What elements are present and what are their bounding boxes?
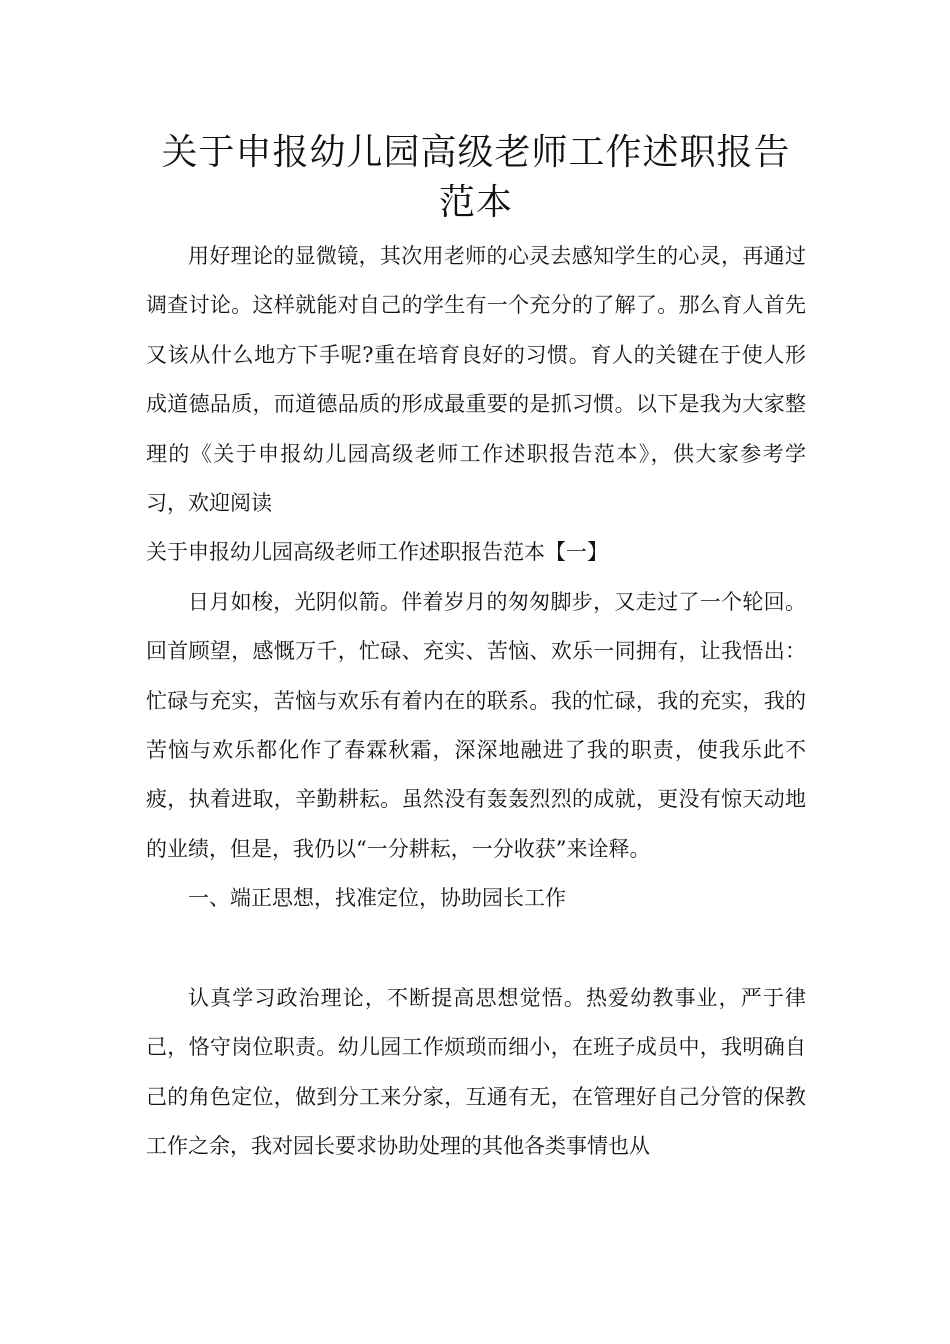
section-title: 关于申报幼儿园高级老师工作述职报告范本【一】 <box>146 540 608 565</box>
body-paragraph-2: 认真学习政治理论，不断提高思想觉悟。热爱幼教事业，严于律己，恪守岗位职责。幼儿园工作烦琐而细小，在班子成员中，我明确自己的角色定位，做到分工来分家，互通有无，在管理好自己分管的保教工作之余，我对园长要求协助处理的其他各类事情也从 <box>146 985 806 1158</box>
document-title: 关于申报幼儿园高级老师工作述职报告范本 <box>161 132 791 223</box>
document-page <box>146 128 806 1171</box>
blank-gap <box>146 924 806 974</box>
intro-paragraph: 用好理论的显微镜，其次用老师的心灵去感知学生的心灵，再通过调查讨论。这样就能对自己的学生有一个充分的了解了。那么育人首先又该从什么地方下手呢?重在培育良好的习惯。育人的关键在于使人形成道德品质，而道德品质的形成最重要的是抓习惯。以下是我为大家整理的《关于申报幼儿园高级老师工作述职报告范本》，供大家参考学习，欢迎阅读 <box>146 244 806 516</box>
body-paragraph-1: 日月如梭，光阴似箭。伴着岁月的匆匆脚步，又走过了一个轮回。回首顾望，感慨万千，忙碌、充实、苦恼、欢乐一同拥有，让我悟出：忙碌与充实，苦恼与欢乐有着内在的联系。我的忙碌，我的充实，我的苦恼与欢乐都化作了春霖秋霜，深深地融进了我的职责，使我乐此不疲，执着进取，辛勤耕耘。虽然没有轰轰烈烈的成就，更没有惊天动地的业绩，但是，我仍以“一分耕耘，一分收获”来诠释。 <box>146 589 806 861</box>
section-heading-1: 一、端正思想，找准定位，协助园长工作 <box>188 886 566 911</box>
